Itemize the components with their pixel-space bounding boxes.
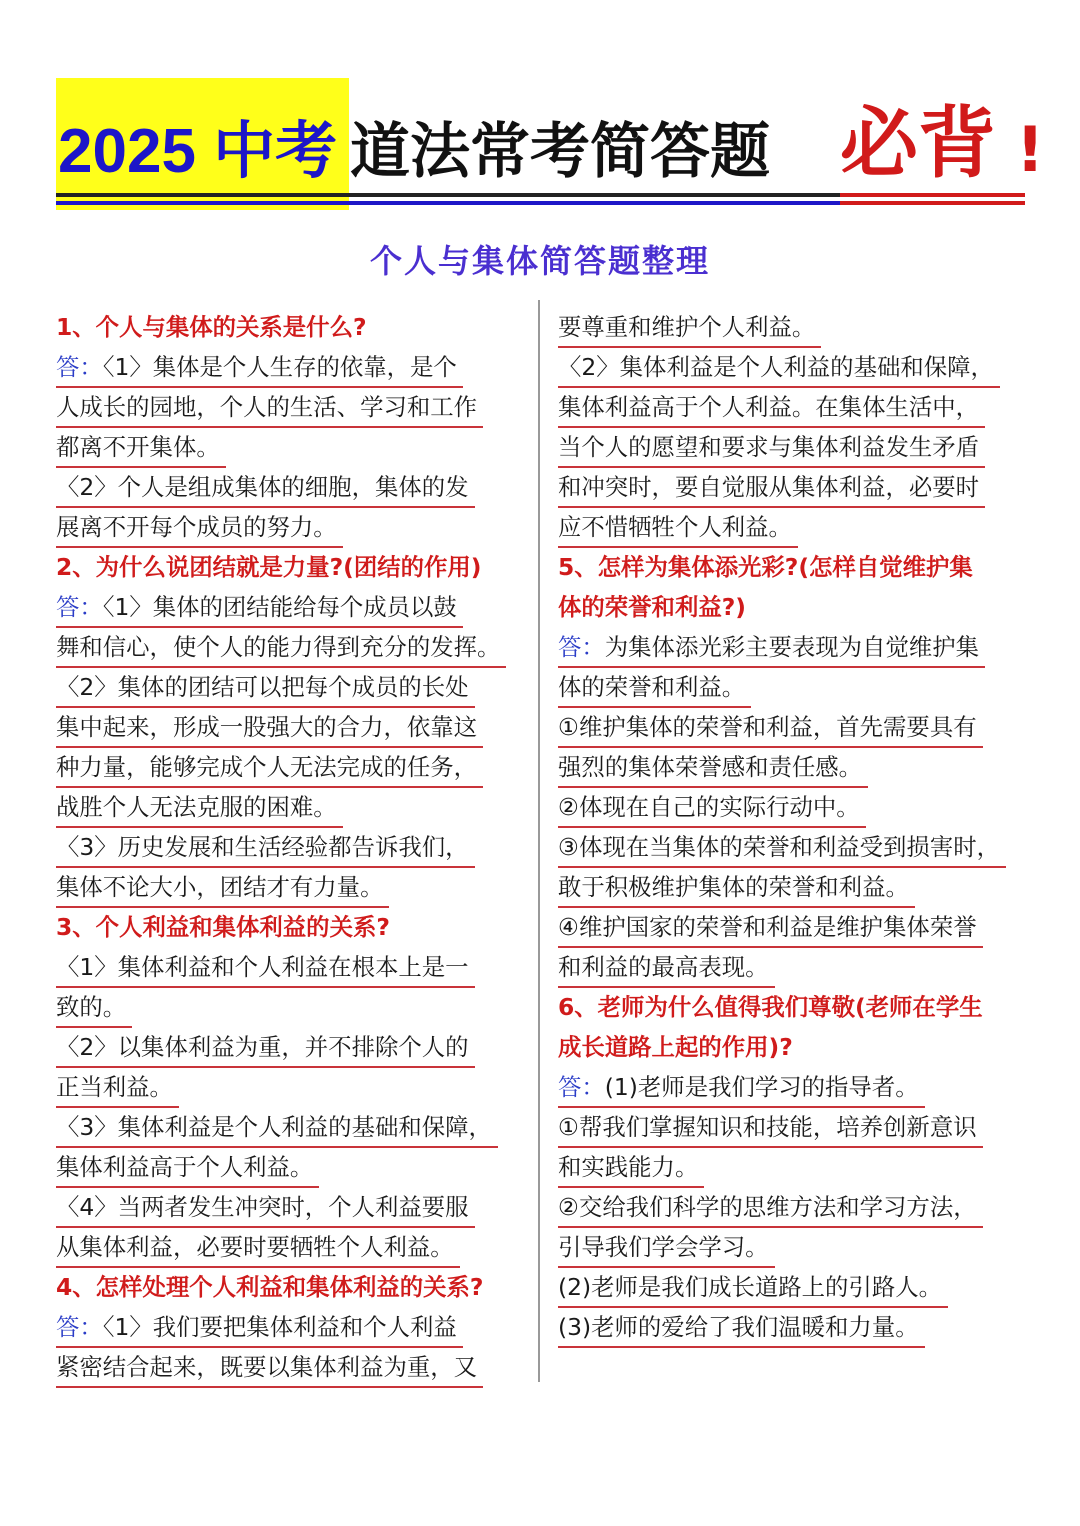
answer-line <box>56 348 457 388</box>
body-line: 展离不开每个成员的努力。 <box>56 508 337 548</box>
question-heading: 体的荣誉和利益?) <box>558 593 746 621</box>
body-line: ①维护集体的荣誉和利益，首先需要具有 <box>558 708 977 748</box>
subtitle: 个人与集体简答题整理 <box>369 242 710 280</box>
body-line: 舞和信心，使个人的能力得到充分的发挥。 <box>56 628 500 668</box>
body-line: 致的。 <box>56 988 126 1028</box>
question-heading: 1、个人与集体的关系是什么? <box>56 313 367 341</box>
body-line: 种力量，能够完成个人无法完成的任务， <box>56 748 477 788</box>
body-line: (3)老师的爱给了我们温暖和力量。 <box>558 1308 919 1348</box>
body-line: 和利益的最高表现。 <box>558 948 769 988</box>
column-divider <box>538 300 540 1382</box>
body-line: 体的荣誉和利益。 <box>558 668 745 708</box>
answer-text: 〈1〉集体是个人生存的依靠，是个 <box>102 353 457 381</box>
body-line: 战胜个人无法克服的困难。 <box>56 788 337 828</box>
answer-line <box>558 628 979 668</box>
body-line: 人成长的园地，个人的生活、学习和工作 <box>56 388 477 428</box>
answer-label: 答： <box>558 1073 605 1101</box>
body-line: 要尊重和维护个人利益。 <box>558 308 815 348</box>
question-heading: 5、怎样为集体添光彩?(怎样自觉维护集 <box>558 553 973 581</box>
body-line: 和实践能力。 <box>558 1148 698 1188</box>
body-line: 集体利益高于个人利益。 <box>56 1148 313 1188</box>
body-line: 敢于积极维护集体的荣誉和利益。 <box>558 868 909 908</box>
body-line: 〈4〉当两者发生冲突时，个人利益要服 <box>56 1188 469 1228</box>
answer-line <box>56 588 457 628</box>
body-line: 〈2〉以集体利益为重，并不排除个人的 <box>56 1028 469 1068</box>
right-column <box>558 308 1028 1348</box>
answer-label: 答： <box>56 593 103 621</box>
body-line: 集体利益高于个人利益。在集体生活中， <box>558 388 979 428</box>
body-line: (2)老师是我们成长道路上的引路人。 <box>558 1268 942 1308</box>
answer-label: 答： <box>558 633 605 661</box>
body-line: 〈3〉集体利益是个人利益的基础和保障， <box>56 1108 492 1148</box>
body-line: 紧密结合起来，既要以集体利益为重，又 <box>56 1348 477 1388</box>
answer-text: 〈1〉我们要把集体利益和个人利益 <box>102 1313 457 1341</box>
answer-line <box>56 1308 457 1348</box>
left-column <box>56 308 532 1388</box>
title-underline-blue <box>56 201 840 205</box>
title-main: 道法常考简答题 <box>350 117 770 187</box>
body-line: 引导我们学会学习。 <box>558 1228 769 1268</box>
title-year: 2025 中考 <box>58 117 338 186</box>
title-exclaim: ! <box>1016 113 1045 186</box>
body-line: 应不惜牺牲个人利益。 <box>558 508 792 548</box>
body-line: ③体现在当集体的荣誉和利益受到损害时， <box>558 828 1000 868</box>
body-line: ②体现在自己的实际行动中。 <box>558 788 860 828</box>
body-line: 从集体利益，必要时要牺牲个人利益。 <box>56 1228 454 1268</box>
body-line: 集中起来，形成一股强大的合力，依靠这 <box>56 708 477 748</box>
body-line: 〈1〉集体利益和个人利益在根本上是一 <box>56 948 469 988</box>
body-line: 〈2〉集体的团结可以把每个成员的长处 <box>56 668 469 708</box>
title-underline-red-2 <box>840 201 1025 205</box>
question-heading: 4、怎样处理个人利益和集体利益的关系? <box>56 1273 484 1301</box>
body-line: 集体不论大小，团结才有力量。 <box>56 868 383 908</box>
body-line: 和冲突时，要自觉服从集体利益，必要时 <box>558 468 979 508</box>
body-line: 当个人的愿望和要求与集体利益发生矛盾 <box>558 428 979 468</box>
title-underline-dark <box>56 193 840 197</box>
body-line: 都离不开集体。 <box>56 428 220 468</box>
answer-label: 答： <box>56 353 103 381</box>
body-line: 〈2〉个人是组成集体的细胞，集体的发 <box>56 468 469 508</box>
body-line: 〈2〉集体利益是个人利益的基础和保障， <box>558 348 994 388</box>
question-heading: 3、个人利益和集体利益的关系? <box>56 913 390 941</box>
question-heading: 成长道路上起的作用)? <box>558 1033 793 1061</box>
body-line: ①帮我们掌握知识和技能，培养创新意识 <box>558 1108 977 1148</box>
body-line: 强烈的集体荣誉感和责任感。 <box>558 748 862 788</box>
body-line: 〈3〉历史发展和生活经验都告诉我们， <box>56 828 469 868</box>
title-emphasis: 必背 <box>840 99 997 189</box>
answer-label: 答： <box>56 1313 103 1341</box>
answer-text: (1)老师是我们学习的指导者。 <box>604 1073 919 1101</box>
body-line: ②交给我们科学的思维方法和学习方法， <box>558 1188 977 1228</box>
answer-text: 为集体添光彩主要表现为自觉维护集 <box>604 633 980 661</box>
answer-text: 〈1〉集体的团结能给每个成员以鼓 <box>102 593 457 621</box>
title-underline-red <box>840 193 1025 197</box>
body-line: ④维护国家的荣誉和利益是维护集体荣誉 <box>558 908 977 948</box>
answer-line <box>558 1068 919 1108</box>
body-line: 正当利益。 <box>56 1068 173 1108</box>
question-heading: 6、老师为什么值得我们尊敬(老师在学生 <box>558 993 983 1021</box>
question-heading: 2、为什么说团结就是力量?(团结的作用) <box>56 553 482 581</box>
